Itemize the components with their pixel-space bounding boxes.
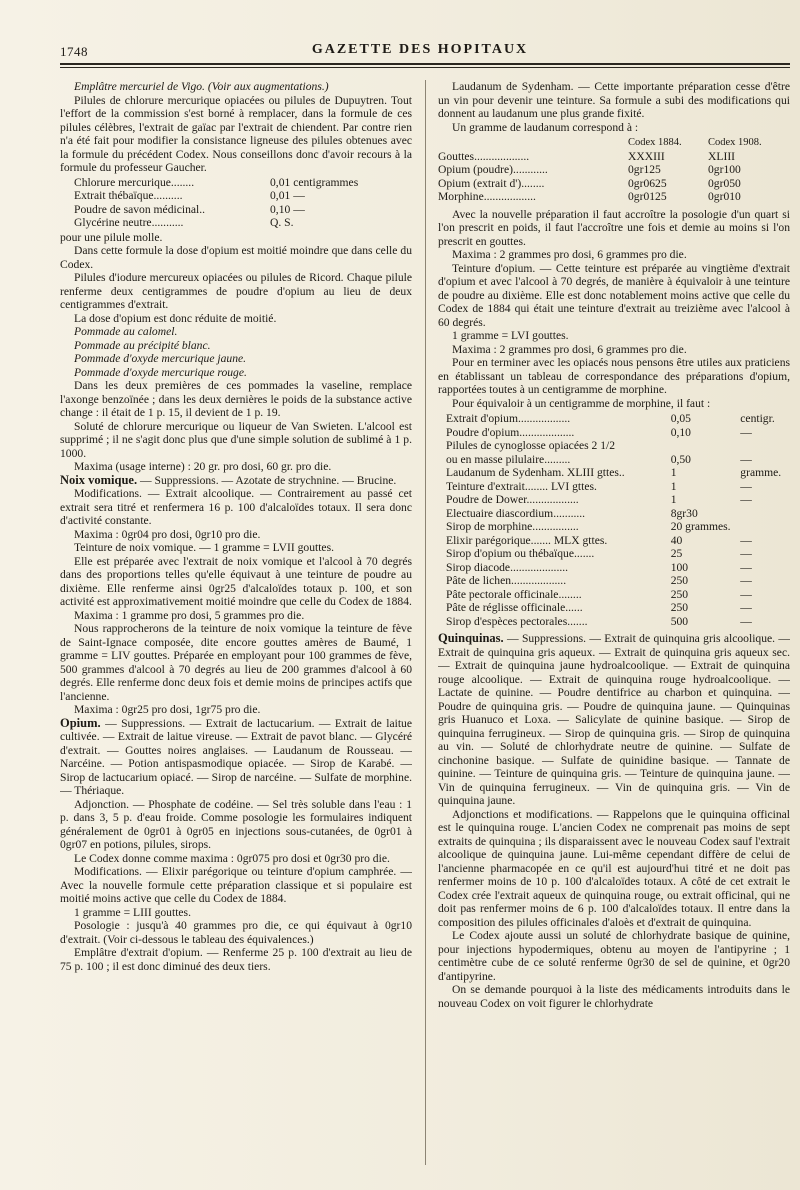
table-cell: gramme. xyxy=(740,466,782,479)
table-cell: Laudanum de Sydenham. XLIII gttes.. xyxy=(446,466,625,479)
table-cell: 500 xyxy=(670,614,689,628)
paragraph: Nous rapprocherons de la teinture de noix vomique la teinture de fève de Saint-Ignace composée, dite encore gouttes amères de Baumé, 1 gramme = LIV gouttes. Préparée en employant pour 100 grammes de fève, 500 grammes d'alcool à 70 degrés au lieu de 200 grammes d'alcool à 60 degrés. Elle renferme donc deux fois et demie moins de principes actifs que l'ancienne. xyxy=(60,622,412,703)
table-row xyxy=(446,574,790,588)
formula-row xyxy=(74,176,412,190)
paragraph: Pommade d'oxyde mercurique rouge. xyxy=(74,365,247,379)
table-cell: Teinture d'extrait........ LVI gttes. xyxy=(446,479,597,493)
table-row xyxy=(446,520,790,534)
paragraph: Pour en terminer avec les opiacés nous pensons être utiles aux praticiens en établissant un tableau de correspondance des préparations d'opium, rapportées toutes à un centigramme de morphine. xyxy=(438,356,790,396)
formula-name: Extrait thébaïque.......... xyxy=(74,189,183,202)
table-cell: Elixir parégorique....... MLX gttes. xyxy=(446,533,608,547)
table-cell: 20 grammes. xyxy=(670,520,731,533)
table-cell: Pâte de réglisse officinale...... xyxy=(446,601,583,614)
table-cell: 40 xyxy=(670,533,683,547)
formula-list xyxy=(74,176,412,230)
header-rule-thin xyxy=(60,67,790,68)
formula-row xyxy=(74,203,412,217)
table-cell: 1 xyxy=(670,479,677,493)
paragraph: Soluté de chlorure mercurique ou liqueur de Van Swieten. L'alcool est supprimé ; il ne s'agit donc plus que d'une simple solution de sublimé à 1 p. 1000. xyxy=(60,419,412,460)
paragraph: Pommade d'oxyde mercurique jaune. xyxy=(74,352,247,365)
table-cell: ou en masse pilulaire......... xyxy=(446,452,571,466)
paragraph: Maxima : 1 gramme pro dosi, 5 grammes pro die. xyxy=(74,608,305,622)
section-title: Quinquinas. xyxy=(438,631,504,645)
table-cell: 25 xyxy=(670,547,683,560)
section-noix-vomique xyxy=(60,474,412,488)
paragraph: Maxima (usage interne) : 20 gr. pro dosi, 60 gr. pro die. xyxy=(74,460,332,473)
paragraph: Pommade au calomel. xyxy=(74,325,178,338)
table-cell: Pâte pectorale officinale........ xyxy=(446,587,582,601)
table-cell: Sirop diacode.................... xyxy=(446,560,569,574)
table-cell xyxy=(740,439,790,453)
formula-row xyxy=(74,216,412,230)
formula-name: Poudre de savon médicinal.. xyxy=(74,202,206,216)
table-cell: Pilules de cynoglosse opiacées 2 1/2 xyxy=(446,439,616,452)
table-cell: 0gr0625 xyxy=(628,176,667,190)
paragraph: 1 gramme = LIII gouttes. xyxy=(74,905,191,919)
table-row xyxy=(446,561,790,575)
table-cell: XLIII xyxy=(708,149,736,163)
table-row xyxy=(446,412,790,426)
section-quinquinas xyxy=(438,632,790,808)
column-divider xyxy=(425,80,426,1165)
table-cell: Sirop d'opium ou thébaïque....... xyxy=(446,547,595,560)
header-rule-thick xyxy=(60,63,790,65)
paragraph: Maxima : 0gr25 pro dosi, 1gr75 pro die. xyxy=(74,703,261,716)
table-row xyxy=(438,177,790,191)
page-number: 1748 xyxy=(60,44,88,59)
table-cell: Morphine.................. xyxy=(438,190,536,203)
table-cell: 0gr100 xyxy=(708,163,741,176)
table-row xyxy=(446,466,790,480)
table-row xyxy=(446,493,790,507)
table-cell: Sirop d'espèces pectorales....... xyxy=(446,614,588,628)
table-row xyxy=(446,534,790,548)
paragraph: Pilules de chlorure mercurique opiacées ou pilules de Dupuytren. Tout l'effort de la commission s'est borné à remplacer, dans la formule de ces pilules célèbres, l'extrait de gaïac par l'extrait de chiendent. Par contre rien n'a été fait pour modifier la consistance ligneuse des pilules obtenues avec la formule du précédent Codex. Nous conseillons donc d'avoir recours à la formule du professeur Gaucher. xyxy=(60,93,412,174)
paragraph: Dans cette formule la dose d'opium est moitié moindre que dans celle du Codex. xyxy=(60,244,412,271)
table-row xyxy=(446,480,790,494)
paragraph: Adjonctions et modifications. — Rappelons que le quinquina officinal est le quinquina rouge. L'ancien Codex ne comprenait pas moins de sept extraits de quinquina ; ils disparaissent avec le nouveau Codex sauf l'extrait alcoolique de quinquina jaune. Lui-même cependant diffère de celui de l'ancienne pharmacopée en ce qu'il est aujourd'hui titré et ne doit pas renfermer moins de 10 p. 100 d'alcaloïdes totaux. A côté de cet extrait le Codex crée l'extrait aqueux de quinquina rouge, ou extrait officinal, qui ne doit pas renfermer moins de 6 p. 100 d'alcaloïdes totaux. Il entre dans la composition des pilules officinales d'aloès et d'extrait de quinquina. xyxy=(438,807,790,929)
table-cell: 0gr0125 xyxy=(628,190,667,203)
table-header xyxy=(438,136,790,150)
paragraph: Le Codex ajoute aussi un soluté de chlorhydrate basique de quinine, pour injections hypodermiques, obtenu au moyen de l'antipyrine ; 1 centimètre cube de ce soluté renferme 0gr30 de sel de quinine, et 0gr20 d'antipyrine. xyxy=(438,929,790,983)
table-cell: 0gr010 xyxy=(708,190,741,203)
paragraph: Teinture de noix vomique. — 1 gramme = LVII gouttes. xyxy=(74,541,334,554)
table-cell: Electuaire diascordium........... xyxy=(446,506,586,520)
table-cell: Sirop de morphine................ xyxy=(446,520,579,533)
paragraph: Elle est préparée avec l'extrait de noix vomique et l'alcool à 70 degrés dans des proportions telles qu'elle équivaut à une teinture de poudre au dixième. Elle renferme ainsi 0gr25 d'alcaloïdes totaux p. 100, et son activité est approximativement moitié moindre que celle du Codex de 1884. xyxy=(60,554,412,608)
table-cell: 250 xyxy=(670,601,689,614)
table-row xyxy=(446,601,790,615)
table-row xyxy=(446,453,790,467)
table-cell: 0,50 xyxy=(670,452,691,466)
table-cell: — xyxy=(740,547,752,560)
paragraph: Posologie : jusqu'à 40 grammes pro die, ce qui équivaut à 0gr10 d'extrait. (Voir ci-dessous le tableau des équivalences.) xyxy=(60,919,412,946)
page-header xyxy=(60,38,780,62)
section-text: — Suppressions. — Extrait de quinquina gris alcoolique. — Extrait de quinquina gris aqueux. — Extrait de quinquina gris aqueux sec. — Extrait de quinquina jaune hydroalcoolique. — Extrait de quinquina rouge alcoolique. — Extrait de quinquina rouge hydroalcoolique. — Lactate de quinine. — Poudre dentifrice au charbon et quinquina. — Poudre de quinquina gris. — Poudre de quinquina jaune. — Quinquinas gris Huanuco et Loxa. — Salicylate de quinine basique. — Sirop de quinquina ferrugineux. — Sirop de quinquina gris. — Sirop de quinquina au vin. — Soluté de chlorhydrate neutre de quinine. — Sulfate de cinchonine basique. — Sulfate de quinidine basique. — Tannate de quinine. — Teinture de quinquina gris. — Teinture de quinquina jaune. — Vin de quinquina ferrugineux. — Vin de quinquina gris. — Vin de quinquina jaune. xyxy=(438,632,790,807)
paragraph: Un gramme de laudanum correspond à : xyxy=(452,120,639,134)
column-header: Codex 1908. xyxy=(708,137,762,148)
table-cell: 250 xyxy=(670,574,689,587)
table-cell: 1 xyxy=(670,493,677,506)
table-cell: Opium (poudre)............ xyxy=(438,163,548,176)
table-cell: — xyxy=(740,425,752,439)
formula-value: 0,01 — xyxy=(270,189,305,202)
formula-value: 0,01 centigrammes xyxy=(270,175,359,189)
table-row xyxy=(446,615,790,629)
table-cell: 8gr30 xyxy=(670,506,698,520)
table-row xyxy=(446,507,790,521)
paragraph: Emplâtre d'extrait d'opium. — Renferme 25 p. 100 d'extrait au lieu de 75 p. 100 ; il est donc diminué des deux tiers. xyxy=(60,946,412,973)
formula-name: Chlorure mercurique........ xyxy=(74,175,195,189)
table-cell: — xyxy=(740,493,752,506)
paragraph: Adjonction. — Phosphate de codéine. — Sel très soluble dans l'eau : 1 p. dans 3, 5 p. d'eau froide. Comme posologie les formulaires indiquent généralement de 0gr01 à 0gr05 en injections sous-cutanées, de 0gr01 à 0gr07 en potions, pilules, sirops. xyxy=(60,797,412,851)
paragraph: Emplâtre mercuriel de Vigo. (Voir aux augmentations.) xyxy=(74,80,329,93)
paragraph: Maxima : 0gr04 pro dosi, 0gr10 pro die. xyxy=(74,527,261,541)
laudanum-table xyxy=(438,136,790,204)
paragraph: On se demande pourquoi à la liste des médicaments introduits dans le nouveau Codex on voit figurer le chlorhydrate xyxy=(438,983,790,1010)
formula-value: 0,10 — xyxy=(270,202,305,216)
right-column xyxy=(438,80,790,1170)
paragraph: Teinture d'opium. — Cette teinture est préparée au vingtième d'extrait d'opium et avec l'alcool à 70 degrés, de manière à équivaloir à une teinture de poudre au dixième. Elle est donc notablement moins active que celle du Codex de 1884 qui était une teinture d'extrait au treizième avec l'alcool à 60 degrés. xyxy=(438,261,790,329)
section-text: — Suppressions. — Extrait de lactucarium. — Extrait de laitue cultivée. — Extrait de laitue vireuse. — Extrait de pavot blanc. — Glycéré d'extrait. — Gouttes noires anglaises. — Laudanum de Rousseau. — Narcéine. — Potion antispasmodique opiacée. — Sirop de Karabé. — Sirop de lactucarium opiacé. — Sirop de narcéine. — Sulfate de morphine. — Thériaque. xyxy=(60,716,412,797)
formula-row xyxy=(74,189,412,203)
section-opium xyxy=(60,717,412,798)
table-cell: — xyxy=(740,574,752,587)
table-cell: — xyxy=(740,452,752,466)
formula-value: Q. S. xyxy=(270,216,294,229)
table-row xyxy=(438,150,790,164)
section-title: Noix vomique. xyxy=(60,472,138,487)
table-cell: — xyxy=(740,533,752,547)
equivalence-table xyxy=(446,412,790,628)
table-cell: 100 xyxy=(670,560,689,574)
table-cell: Gouttes................... xyxy=(438,149,530,163)
table-cell: 0,10 xyxy=(670,425,691,439)
table-cell: 0gr050 xyxy=(708,176,741,190)
table-cell: — xyxy=(740,601,752,614)
section-text: — Suppressions. — Azotate de strychnine. — Brucine. xyxy=(140,473,397,487)
table-cell: XXXIII xyxy=(628,149,665,163)
table-cell: 0gr125 xyxy=(628,163,661,176)
paragraph: Modifications. — Elixir parégorique ou teinture d'opium camphrée. — Avec la nouvelle formule cette préparation classique et si populaire est moitié moins active que celle du Codex de 1884. xyxy=(60,865,412,905)
paragraph: 1 gramme = LVI gouttes. xyxy=(452,329,569,342)
paragraph: Pour équivaloir à un centigramme de morphine, il faut : xyxy=(452,396,711,410)
table-cell: Opium (extrait d')........ xyxy=(438,176,545,190)
table-cell: centigr. xyxy=(740,412,775,425)
paragraph: Pommade au précipité blanc. xyxy=(74,338,211,352)
paragraph: La dose d'opium est donc réduite de moitié. xyxy=(74,311,277,325)
table-cell: 250 xyxy=(670,587,689,601)
table-row xyxy=(446,547,790,561)
paragraph: Avec la nouvelle préparation il faut accroître la posologie d'un quart si l'on prescrit en poids, il faut l'accroître une fois et demie au moins si l'on prescrit en gouttes. xyxy=(438,207,790,248)
table-cell: Pâte de lichen................... xyxy=(446,574,567,587)
table-cell: Extrait d'opium.................. xyxy=(446,412,571,425)
table-row xyxy=(446,588,790,602)
table-cell xyxy=(740,520,790,534)
running-title: GAZETTE DES HOPITAUX xyxy=(311,42,529,57)
paragraph: Le Codex donne comme maxima : 0gr075 pro dosi et 0gr30 pro die. xyxy=(74,851,390,865)
table-cell: Poudre de Dower.................. xyxy=(446,493,579,506)
paragraph: Pilules d'iodure mercureux opiacées ou pilules de Ricord. Chaque pilule renferme deux centigrammes de poudre d'opium au lieu de deux centigrammes d'extrait. xyxy=(60,271,412,311)
table-cell xyxy=(740,507,790,521)
column-header: Codex 1884. xyxy=(628,137,682,148)
table-row xyxy=(446,426,790,440)
table-cell xyxy=(671,439,741,453)
table-row xyxy=(438,163,790,177)
table-cell: — xyxy=(740,587,752,601)
paragraph: Laudanum de Sydenham. — Cette importante préparation cesse d'être un vin pour devenir une teinture. Sa formule a subi des modifications qui donnent au laudanum une plus grande fixité. xyxy=(438,80,790,120)
paragraph: Dans les deux premières de ces pommades la vaseline, remplace l'axonge benzoïnée ; dans les deux dernières le poids de la substance active change : il était de 1 p. 15, il devient de 1 p. 19. xyxy=(60,379,412,419)
left-column xyxy=(60,80,412,1170)
paragraph: Maxima : 2 grammes pro dosi, 6 grammes pro die. xyxy=(452,342,687,356)
paragraph: pour une pilule molle. xyxy=(60,230,163,244)
table-cell: 0,05 xyxy=(670,412,691,425)
table-cell: — xyxy=(740,560,752,574)
table-row xyxy=(438,190,790,204)
paragraph: Modifications. — Extrait alcoolique. — Contrairement au passé cet extrait sera titré et renfermera 16 p. 100 d'alcaloïdes totaux. Il sera donc d'activité constante. xyxy=(60,487,412,527)
table-cell: — xyxy=(740,479,752,493)
table-cell: 1 xyxy=(670,466,677,479)
section-title: Opium. xyxy=(60,715,101,730)
table-row xyxy=(446,439,790,453)
formula-name: Glycérine neutre........... xyxy=(74,216,184,229)
paragraph: Maxima : 2 grammes pro dosi, 6 grammes pro die. xyxy=(452,248,687,261)
table-cell: — xyxy=(740,614,752,628)
table-cell: Poudre d'opium................... xyxy=(446,425,575,439)
